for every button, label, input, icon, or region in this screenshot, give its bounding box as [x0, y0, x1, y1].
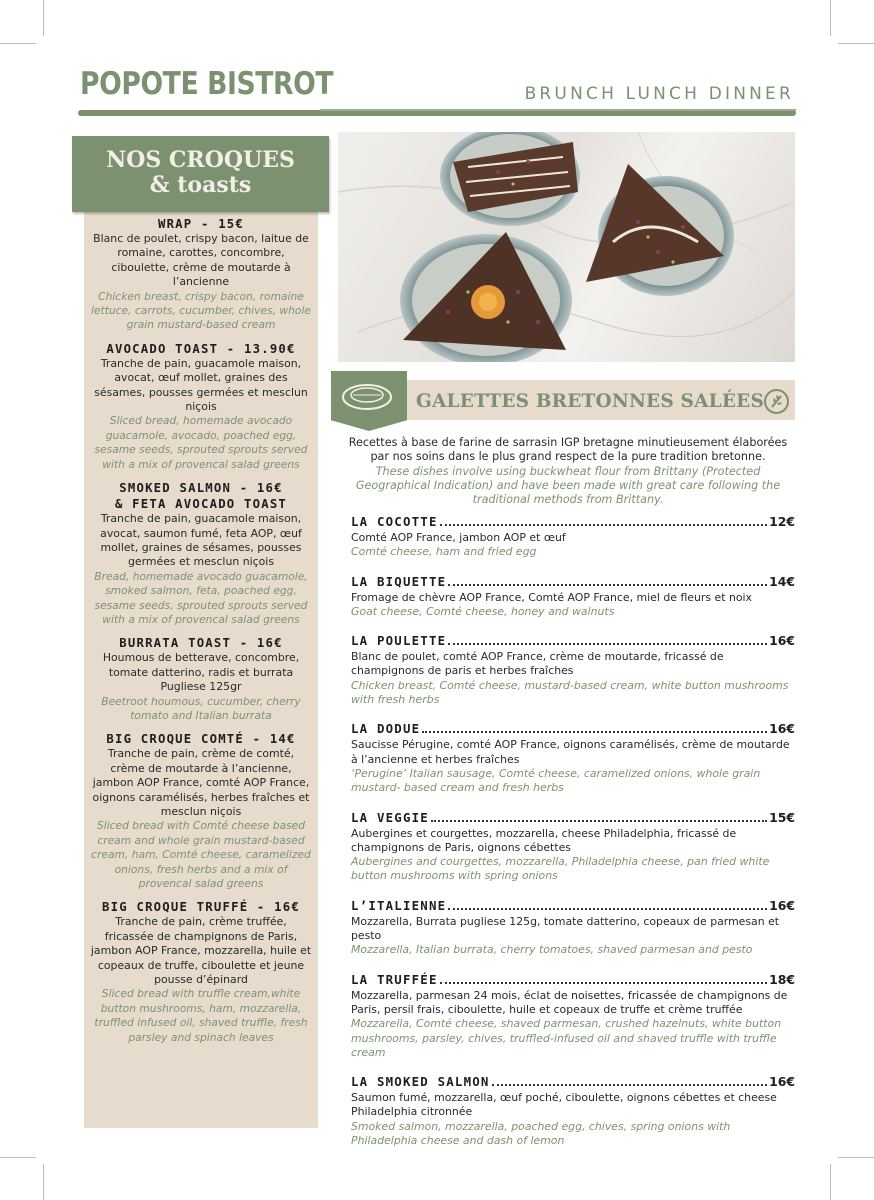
dot-leader [440, 524, 768, 526]
croque-description: Tranche de pain, guacamole maison, avocat, saumon fumé, feta AOP, œuf mollet, graines de sésames, pousses germées et mesclun niçois [100, 512, 302, 569]
croque-name: BIG CROQUE TRUFFÉ - 16€ [102, 900, 300, 915]
galette-name: LA DODUE [351, 721, 421, 737]
galette-price: 12€ [769, 514, 795, 529]
dot-leader [492, 1084, 768, 1086]
brand-title: POPOTE BISTROT [80, 66, 334, 102]
wheat-leaf-icon [764, 389, 789, 414]
galettes-section-title: GALETTES BRETONNES SALÉES [416, 391, 765, 412]
dot-leader [431, 820, 767, 822]
galette-item [351, 514, 795, 560]
dot-leader [448, 643, 767, 645]
crop-mark [43, 1164, 44, 1200]
header-divider-thin [320, 109, 796, 111]
galette-price: 16€ [769, 897, 795, 913]
galette-description: Saumon fumé, mozzarella, œuf poché, ciboulette, oignons cébettes et cheese Philadelphia citronnée [351, 1091, 777, 1119]
croque-description: Tranche de pain, guacamole maison, avocat, œuf mollet, graines des sésames, pousses germées et mesclun niçois [94, 356, 308, 414]
galette-item [351, 1074, 795, 1148]
galette-item [351, 810, 795, 884]
croque-item [90, 480, 312, 627]
galette-name: LA BIQUETTE [351, 573, 447, 589]
galette-english: Mozzarella, Italian burrata, cherry tomatoes, shaved parmesan and pesto [351, 943, 753, 957]
galette-description: Comté AOP France, jambon AOP et œuf [351, 531, 566, 544]
croque-english: Bread, homemade avocado guacamole, smoked salmon, feta, poached egg, sesame seeds, sprouted sprouts served with a mix of provencal salad greens [94, 569, 308, 626]
galette-english: Comté cheese, ham and fried egg [351, 545, 537, 559]
galette-name: LA TRUFFÉE [351, 971, 438, 987]
croque-description: Tranche de pain, crème de comté, crème de moutarde à l’ancienne, jambon AOP France, comté AOP France, oignons caramélisés, herbes fraîches et mesclun niçois [92, 747, 310, 818]
galettes-list [351, 514, 795, 1162]
crop-mark [830, 0, 831, 36]
galette-price: 18€ [769, 971, 795, 987]
galettes-intro [344, 436, 792, 507]
croque-english: Sliced bread, homemade avocado guacamole, avocado, poached egg, sesame seeds, sprouted sprouts served with a mix of provencal salad greens [94, 414, 308, 471]
galette-name: L’ITALIENNE [351, 897, 447, 913]
galette-item [351, 972, 795, 1060]
croque-name: WRAP - 15€ [157, 217, 245, 231]
dot-leader [448, 584, 767, 586]
galette-name: LA COCOTTE [351, 514, 438, 529]
croques-title-line2: & toasts [149, 172, 252, 198]
dot-leader [422, 731, 767, 733]
galette-item [351, 574, 795, 620]
galettes-intro-fr: Recettes à base de farine de sarrasin IGP bretagne minutieusement élaborées par nos soins dans le plus grand respect de la pure tradition bretonne. [348, 436, 788, 464]
galette-english: ‘Perugine’ Italian sausage, Comté cheese, caramelized onions, whole grain mustard- based cream and fresh herbs [351, 766, 761, 795]
galettes-intro-en: These dishes involve using buckwheat flour from Brittany (Protected Geographical Indication) and have been made with great care following the traditional methods from Brittany. [355, 464, 781, 507]
croque-description: Tranche de pain, crème truffée, fricassée de champignons de Paris, jambon AOP France, mozzarella, huile et copeaux de truffe, ciboulette et jeune pousse d’épinard [90, 915, 312, 987]
dot-leader [448, 908, 767, 910]
galette-english: Mozzarella, Comté cheese, shaved parmesan, crushed hazelnuts, white button mushrooms, parsley, chives, truffled-infused oil and shaved truffle with truffle cream [351, 1017, 782, 1059]
galette-description: Mozzarella, parmesan 24 mois, éclat de noisettes, fricassée de champignons de Paris, persil frais, ciboulette, huile et copeaux de truffe et crème truffée [351, 988, 788, 1016]
dot-leader [440, 982, 768, 984]
croque-name: BURRATA TOAST - 16€ [119, 636, 283, 651]
galette-price: 16€ [769, 633, 795, 649]
croques-section-title [72, 136, 329, 212]
crop-mark [0, 1157, 36, 1158]
galette-item [351, 633, 795, 707]
croques-list [90, 216, 312, 1053]
croque-english: Beetroot houmous, cucumber, cherry tomato and Italian burrata [101, 694, 301, 722]
croque-name: SMOKED SALMON - 16€ & FETA AVOCADO TOAST [114, 481, 288, 512]
galette-plate-icon [331, 371, 407, 431]
crop-mark [838, 43, 874, 44]
croque-item [90, 341, 312, 472]
galette-name: LA VEGGIE [351, 809, 429, 825]
croque-name: AVOCADO TOAST - 13.90€ [106, 341, 296, 356]
galettes-photo-illustration [338, 132, 795, 362]
galette-item [351, 898, 795, 958]
croque-description: Blanc de poulet, crispy bacon, laitue de romaine, carottes, concombre, ciboulette, crème de moutarde à l’ancienne [93, 232, 309, 289]
croque-item [90, 731, 312, 891]
galettes-badge [331, 371, 407, 431]
galettes-photo [338, 132, 795, 362]
galette-description: Fromage de chèvre AOP France, Comté AOP France, miel de fleurs et noix [351, 590, 752, 604]
galette-english: Chicken breast, Comté cheese, mustard-based cream, white button mushrooms with fresh herbs [351, 678, 789, 707]
galette-name: LA POULETTE [351, 633, 447, 649]
galette-price: 14€ [769, 573, 795, 589]
croque-item [90, 899, 312, 1045]
tagline: BRUNCH LUNCH DINNER [524, 84, 794, 104]
galette-english: Aubergines and courgettes, mozzarella, Philadelphia cheese, pan fried white button mushrooms with spring onions [351, 855, 770, 883]
galette-price: 15€ [769, 809, 795, 825]
galette-description: Blanc de poulet, comté AOP France, crème de moutarde, fricassé de champignons de paris et herbes fraîches [351, 650, 724, 678]
croque-name: BIG CROQUE COMTÉ - 14€ [106, 732, 296, 747]
galette-price: 16€ [769, 721, 795, 737]
galette-price: 16€ [769, 1074, 795, 1090]
galette-item [351, 721, 795, 795]
croque-description: Houmous de betterave, concombre, tomate datterino, radis et burrata Pugliese 125gr [102, 651, 300, 694]
croque-english: Sliced bread with truffle cream,white button mushrooms, ham, mozzarella, truffled infused oil, shaved truffle, fresh parsley and spinach leaves [94, 987, 308, 1044]
galette-name: LA SMOKED SALMON [351, 1074, 490, 1090]
croque-english: Sliced bread with Comté cheese based cream and whole grain mustard-based cream, ham, Comté cheese, caramelized onions, fresh herbs and a mix of provencal salad greens [91, 819, 311, 891]
crop-mark [830, 1164, 831, 1200]
crop-mark [0, 43, 36, 44]
croque-item [90, 216, 312, 333]
galette-description: Aubergines et courgettes, mozzarella, cheese Philadelphia, fricassé de champignons de Paris, oignons cébettes [351, 826, 737, 854]
croque-item [90, 635, 312, 723]
galette-english: Goat cheese, Comté cheese, honey and walnuts [351, 604, 615, 618]
galette-description: Mozzarella, Burrata pugliese 125g, tomate datterino, copeaux de parmesan et pesto [351, 914, 780, 943]
croque-english: Chicken breast, crispy bacon, romaine lettuce, carrots, cucumber, chives, whole grain mustard-based cream [90, 289, 311, 332]
crop-mark [838, 1157, 874, 1158]
croques-title-line1: NOS CROQUES [106, 147, 295, 173]
galette-description: Saucisse Pérugine, comté AOP France, oignons caramélisés, crème de moutarde à l’ancienne et herbes fraîches [351, 738, 790, 766]
galette-english: Smoked salmon, mozzarella, poached egg, chives, spring onions with Philadelphia cheese and dash of lemon [351, 1119, 731, 1148]
crop-mark [43, 0, 44, 36]
